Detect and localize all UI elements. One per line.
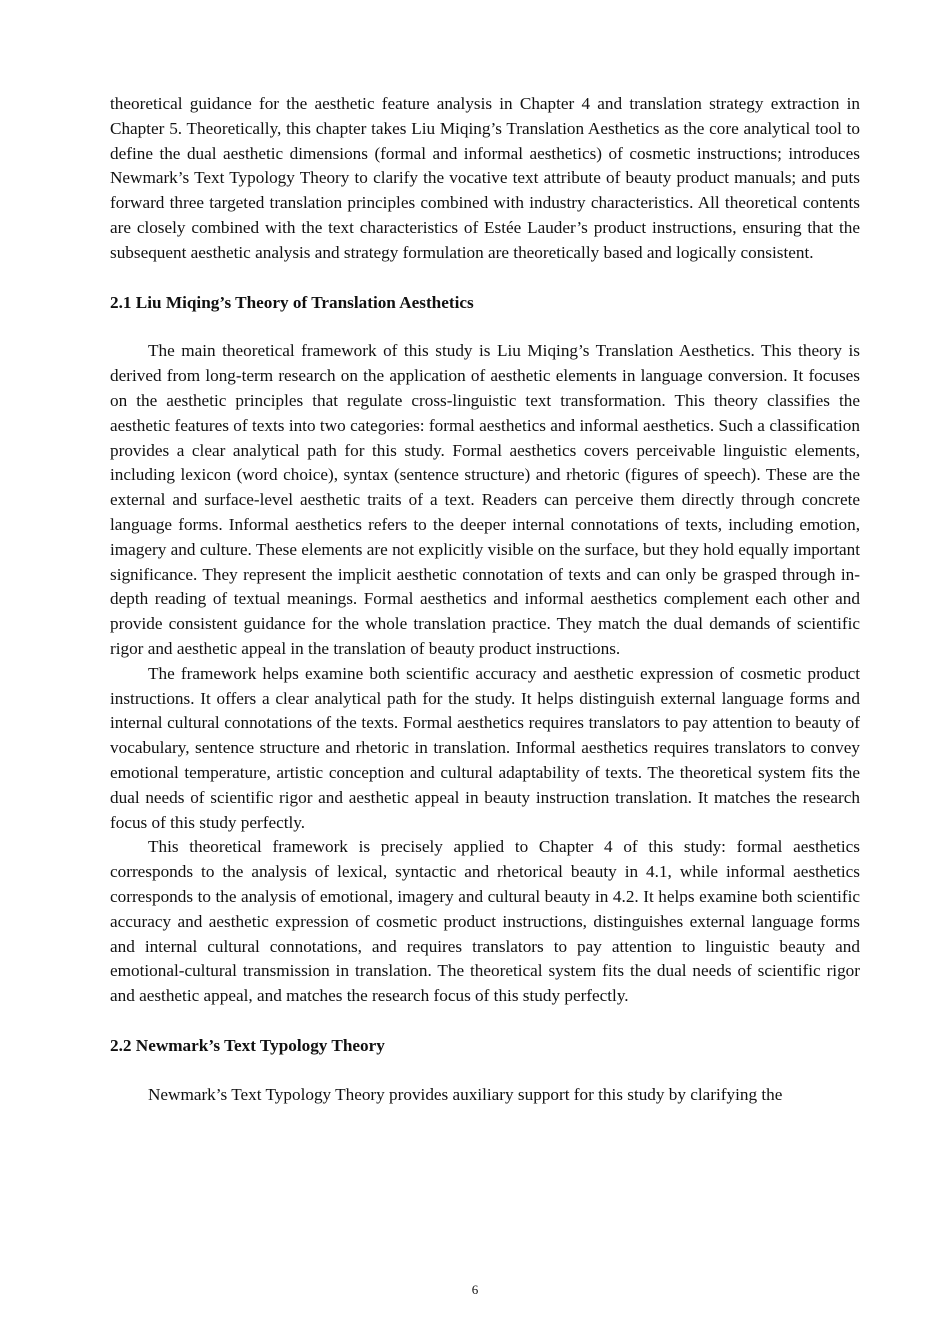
spacer	[110, 1059, 860, 1083]
spacer	[110, 266, 860, 291]
page-body	[110, 92, 860, 1107]
page-number: 6	[471, 1282, 479, 1297]
spacer	[110, 315, 860, 339]
body-paragraph: The main theoretical framework of this study is Liu Miqing’s Translation Aesthetics. This theory is derived from long-term research on the application of aesthetic elements in language conversion. It focuses on the aesthetic principles that regulate cross-linguistic text transformation. This theory classifies the aesthetic features of texts into two categories: formal aesthetics and informal aesthetics. Such a classification provides a clear analytical path for this study. Formal aesthetics covers perceivable linguistic elements, including lexicon (word choice), syntax (sentence structure) and rhetoric (figures of speech). These are the external and surface-level aesthetic traits of a text. Readers can perceive them directly through concrete language forms. Informal aesthetics refers to the deeper internal connotations of texts, including emotion, imagery and culture. These elements are not explicitly visible on the surface, but they hold equally important significance. They represent the implicit aesthetic connotation of texts and can only be grasped through in-depth reading of textual meanings. Formal aesthetics and informal aesthetics complement each other and provide consistent guidance for the whole translation practice. They match the dual demands of scientific rigor and aesthetic appeal in the translation of beauty product instructions.	[110, 341, 860, 658]
body-paragraph: The framework helps examine both scientific accuracy and aesthetic expression of cosmetic product instructions. It offers a clear analytical path for the study. It helps distinguish external language forms and internal cultural connotations of the texts. Formal aesthetics requires translators to pay attention to beauty of vocabulary, sentence structure and rhetoric in translation. Informal aesthetics requires translators to convey emotional temperature, artistic conception and cultural adaptability of texts. The theoretical system fits the dual needs of scientific rigor and aesthetic appeal in beauty instruction translation. It matches the research focus of this study perfectly.	[110, 663, 860, 832]
section-heading-2-2: 2.2 Newmark’s Text Typology Theory	[110, 1035, 385, 1055]
body-paragraph: This theoretical framework is precisely applied to Chapter 4 of this study: formal aesthetics corresponds to the analysis of lexical, syntactic and rhetorical beauty in 4.1, while informal aesthetics corresponds to the analysis of emotional, imagery and cultural beauty in 4.2. It helps examine both scientific accuracy and aesthetic expression of cosmetic product instructions, distinguishes external language forms and internal cultural connotations, and requires translators to pay attention to linguistic beauty and emotional-cultural transmission in translation. The theoretical system fits the dual needs of scientific rigor and aesthetic appeal, and matches the research focus of this study perfectly.	[110, 837, 860, 1006]
opening-paragraph: theoretical guidance for the aesthetic feature analysis in Chapter 4 and translation strategy extraction in Chapter 5. Theoretically, this chapter takes Liu Miqing’s Translation Aesthetics as the core analytical tool to define the dual aesthetic dimensions (formal and informal aesthetics) of cosmetic instructions; introduces Newmark’s Text Typology Theory to clarify the vocative text attribute of beauty product manuals; and puts forward three targeted translation principles combined with industry characteristics. All theoretical contents are closely combined with the text characteristics of Estée Lauder’s product instructions, ensuring that the subsequent aesthetic analysis and strategy formulation are theoretically based and logically consistent.	[110, 94, 860, 262]
body-paragraph: Newmark’s Text Typology Theory provides auxiliary support for this study by clarifying the	[148, 1084, 783, 1104]
section-heading-2-1: 2.1 Liu Miqing’s Theory of Translation Aesthetics	[110, 292, 474, 312]
spacer	[110, 1009, 860, 1034]
